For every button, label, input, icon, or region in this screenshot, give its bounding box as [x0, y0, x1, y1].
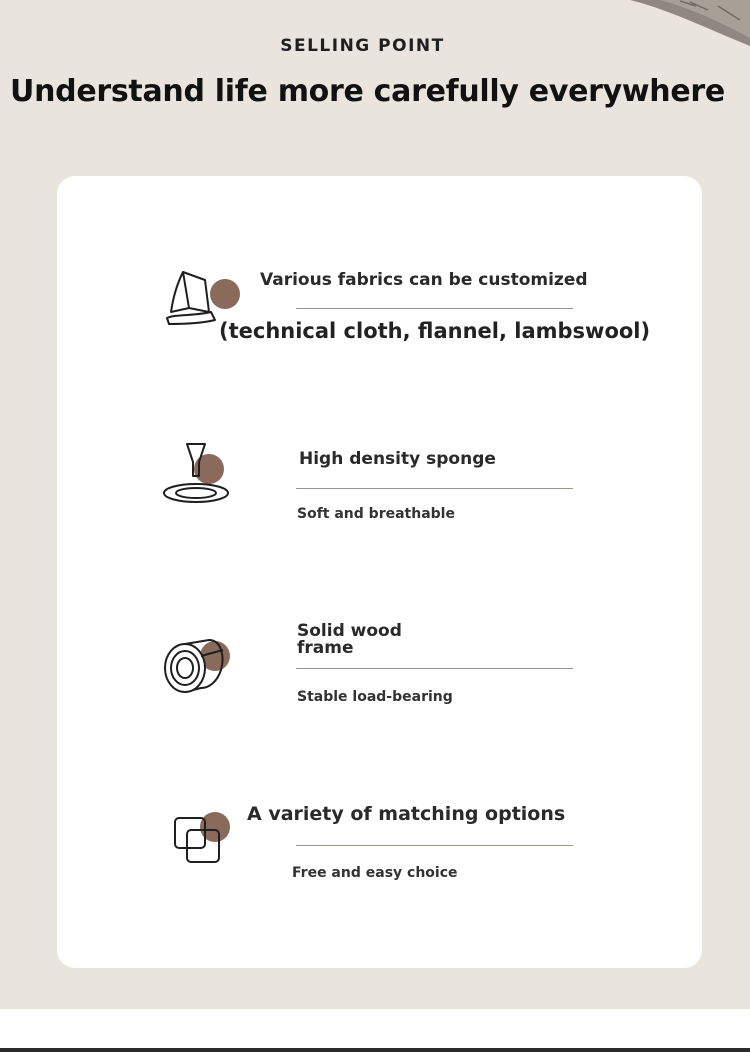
feature-divider [296, 668, 573, 669]
wood-log-icon [161, 636, 233, 698]
feature-title: Various fabrics can be customized [260, 270, 588, 290]
feature-divider [296, 488, 573, 489]
matching-options-icon [173, 812, 235, 866]
page-headline: Understand life more carefully everywhere [10, 74, 725, 109]
bottom-edge [0, 1048, 750, 1052]
feature-subtitle: (technical cloth, flannel, lambswool) [219, 319, 651, 343]
feature-subtitle: Free and easy choice [292, 865, 458, 881]
feature-title: High density sponge [299, 449, 496, 469]
sponge-icon [161, 440, 233, 506]
feature-subtitle: Soft and breathable [297, 506, 455, 522]
section-eyebrow: SELLING POINT [280, 36, 445, 56]
bottom-band [0, 1009, 750, 1048]
feature-divider [296, 845, 573, 846]
feature-subtitle: Stable load-bearing [297, 689, 453, 705]
feature-divider [296, 308, 573, 309]
features-card [57, 176, 702, 968]
feature-title: A variety of matching options [247, 803, 566, 825]
feature-title: Solid wood frame [297, 621, 402, 658]
